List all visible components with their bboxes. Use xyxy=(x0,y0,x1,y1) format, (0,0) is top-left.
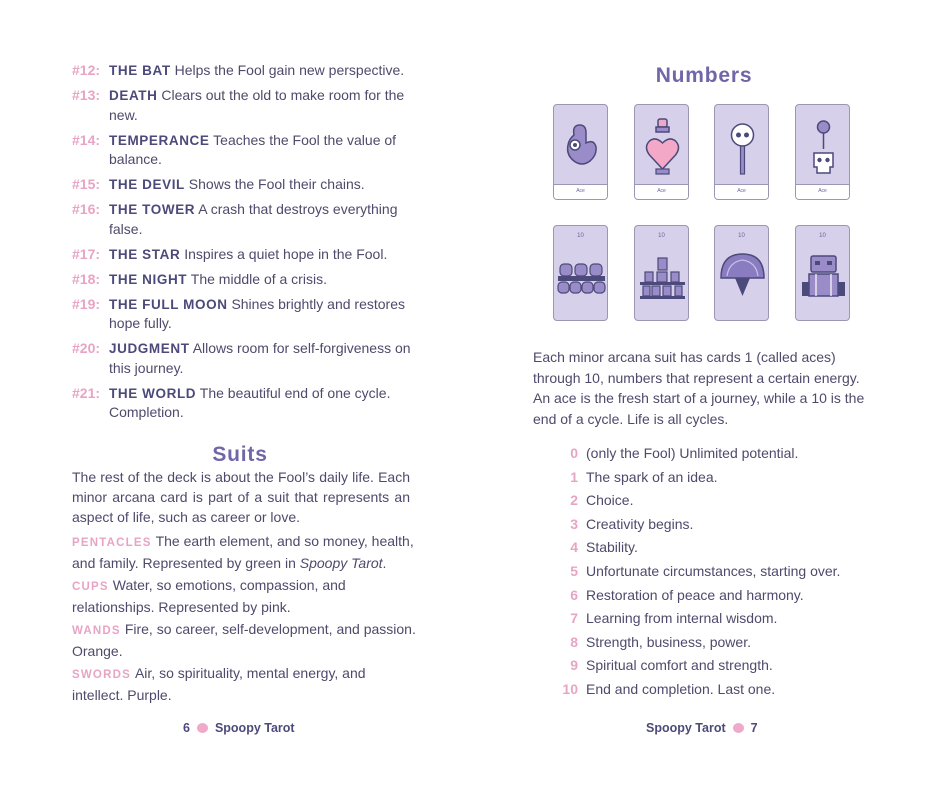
wand-shelf-icon xyxy=(635,226,689,321)
list-item xyxy=(72,384,417,423)
card-label: Ace xyxy=(796,184,849,199)
card-label: 10 xyxy=(738,233,745,239)
card-ace-cups-hand xyxy=(553,104,608,200)
ghost-cups-icon xyxy=(554,226,608,321)
arcana-number: #12: xyxy=(72,62,101,78)
arcana-desc: Helps the Fool gain new perspective. xyxy=(174,62,405,78)
suits-intro-text: The rest of the deck is about the Fool’s daily life. Each minor arcana card is part of a suit that represents an aspect of life, such as career or love. xyxy=(72,469,410,525)
arcana-desc: Teaches the Fool the value of balance. xyxy=(109,131,397,167)
number-value: 8 xyxy=(570,633,578,650)
page-number: 7 xyxy=(750,721,758,735)
list-item xyxy=(72,245,417,265)
card-ace-potion xyxy=(634,104,689,200)
right-page xyxy=(471,0,942,791)
list-item xyxy=(551,633,871,652)
card-ace-skull xyxy=(714,104,769,200)
number-meaning: Restoration of peace and harmony. xyxy=(586,586,804,603)
card-ten-wands xyxy=(634,225,689,321)
list-item xyxy=(72,295,417,334)
book-title-italic: Spoopy Tarot xyxy=(299,555,383,571)
number-value: 2 xyxy=(570,492,578,509)
running-title: Spoopy Tarot xyxy=(646,721,726,735)
number-meaning: Stability. xyxy=(586,539,638,556)
arcana-name: THE NIGHT xyxy=(109,271,188,287)
arcana-name: THE STAR xyxy=(109,246,181,262)
suit-label: CUPS xyxy=(72,581,109,593)
card-label: Ace xyxy=(554,184,607,199)
list-item xyxy=(551,491,871,510)
number-meaning: (only the Fool) Unlimited potential. xyxy=(586,445,799,461)
list-item xyxy=(551,680,871,699)
arcana-number: #15: xyxy=(72,176,101,192)
arcana-name: THE DEVIL xyxy=(109,177,185,192)
number-value: 3 xyxy=(570,515,578,532)
list-item xyxy=(72,61,417,81)
list-item xyxy=(551,562,871,581)
arcana-name: THE WORLD xyxy=(109,385,197,401)
card-label: 10 xyxy=(819,233,826,239)
list-item xyxy=(72,131,417,170)
suit-pentacles xyxy=(72,531,417,573)
page-number: 6 xyxy=(183,721,190,735)
list-item xyxy=(72,200,417,239)
arcana-name: THE FULL MOON xyxy=(109,296,228,312)
robot-swords-icon xyxy=(796,226,850,321)
number-value: 1 xyxy=(570,468,578,485)
arcana-number: #14: xyxy=(72,131,101,148)
number-meaning: Unfortunate circumstances, starting over. xyxy=(586,562,841,579)
card-label: 10 xyxy=(658,233,665,239)
arcana-desc: The beautiful end of one cycle. Completion. xyxy=(109,384,391,420)
arcana-number: #16: xyxy=(72,201,101,217)
list-item xyxy=(551,656,871,675)
number-value: 9 xyxy=(570,657,578,674)
number-meaning: Creativity begins. xyxy=(586,515,694,532)
suit-text: Water, so emotions, compassion, and relationships. Represented by pink. xyxy=(72,577,346,615)
page-footer-left xyxy=(183,721,295,735)
number-meaning: End and completion. Last one. xyxy=(586,680,776,697)
fan-bouquet-icon xyxy=(715,226,769,321)
number-meaning: Strength, business, power. xyxy=(586,633,751,650)
list-item xyxy=(551,538,871,557)
arcana-desc: A crash that destroys everything false. xyxy=(109,201,398,237)
card-label: 10 xyxy=(577,233,584,239)
arcana-number: #13: xyxy=(72,87,101,103)
suit-cups xyxy=(72,575,417,617)
number-value: 6 xyxy=(570,586,578,603)
arcana-number: #17: xyxy=(72,245,101,262)
arcana-desc: Clears out the old to make room for the new. xyxy=(109,87,405,123)
list-item xyxy=(72,86,417,125)
suit-swords xyxy=(72,663,417,705)
numbers-list xyxy=(551,444,871,704)
suit-label: SWORDS xyxy=(72,669,131,681)
numbers-intro-text: Each minor arcana suit has cards 1 (called aces) through 10, numbers that represent a certain energy. An ace is the fresh start of a journey, while a 10 is the end of a cycle. Life is all cycles. xyxy=(533,349,865,427)
arcana-desc: Inspires a quiet hope in the Fool. xyxy=(184,245,388,262)
major-arcana-list xyxy=(72,61,417,428)
number-meaning: Choice. xyxy=(586,492,634,509)
number-value: 4 xyxy=(570,539,578,556)
list-item xyxy=(551,444,871,463)
list-item xyxy=(551,586,871,605)
arcana-number: #20: xyxy=(72,340,101,356)
arcana-name: TEMPERANCE xyxy=(109,132,210,148)
suit-text: Fire, so career, self-development, and passion. Orange. xyxy=(72,621,416,659)
list-item xyxy=(72,270,417,290)
arcana-name: JUDGMENT xyxy=(109,341,190,356)
arcana-number: #21: xyxy=(72,384,101,401)
suit-text: The earth element, and so money, health, and family. Represented by green in xyxy=(72,533,414,571)
number-value: 5 xyxy=(570,562,578,579)
list-item xyxy=(72,339,417,378)
arcana-desc: Shines brightly and restores hope fully. xyxy=(109,295,405,331)
arcana-desc: Shows the Fool their chains. xyxy=(188,176,365,192)
page-footer-right xyxy=(646,721,758,735)
card-ten-swords xyxy=(795,225,850,321)
number-meaning: Learning from internal wisdom. xyxy=(586,610,778,627)
arcana-name: THE BAT xyxy=(109,63,171,78)
list-item xyxy=(551,609,871,628)
arcana-desc: The middle of a crisis. xyxy=(190,270,327,287)
suit-label: WANDS xyxy=(72,625,121,637)
dot-icon xyxy=(733,723,744,733)
arcana-desc: Allows room for self-forgiveness on this journey. xyxy=(109,340,411,376)
number-value: 10 xyxy=(562,680,578,697)
list-item xyxy=(551,468,871,487)
card-ten-pentacles xyxy=(714,225,769,321)
card-ten-cups xyxy=(553,225,608,321)
suit-wands xyxy=(72,619,417,661)
card-label: Ace xyxy=(715,184,768,199)
number-value: 0 xyxy=(570,445,578,461)
number-meaning: Spiritual comfort and strength. xyxy=(586,657,773,674)
number-value: 7 xyxy=(570,610,578,627)
dot-icon xyxy=(197,723,208,733)
arcana-name: DEATH xyxy=(109,88,158,103)
number-meaning: The spark of an idea. xyxy=(586,468,718,485)
suit-text: Air, so spirituality, mental energy, and intellect. Purple. xyxy=(72,665,366,703)
list-item xyxy=(72,175,417,195)
card-label: Ace xyxy=(635,184,688,199)
arcana-name: THE TOWER xyxy=(109,202,196,217)
numbers-heading: Numbers xyxy=(655,64,753,87)
suit-text-end: . xyxy=(382,555,387,571)
card-ace-rose xyxy=(795,104,850,200)
suit-label: PENTACLES xyxy=(72,537,152,549)
running-title: Spoopy Tarot xyxy=(214,721,295,735)
arcana-number: #18: xyxy=(72,270,101,287)
suits-heading: Suits xyxy=(212,443,268,466)
list-item xyxy=(551,515,871,534)
arcana-number: #19: xyxy=(72,295,101,312)
